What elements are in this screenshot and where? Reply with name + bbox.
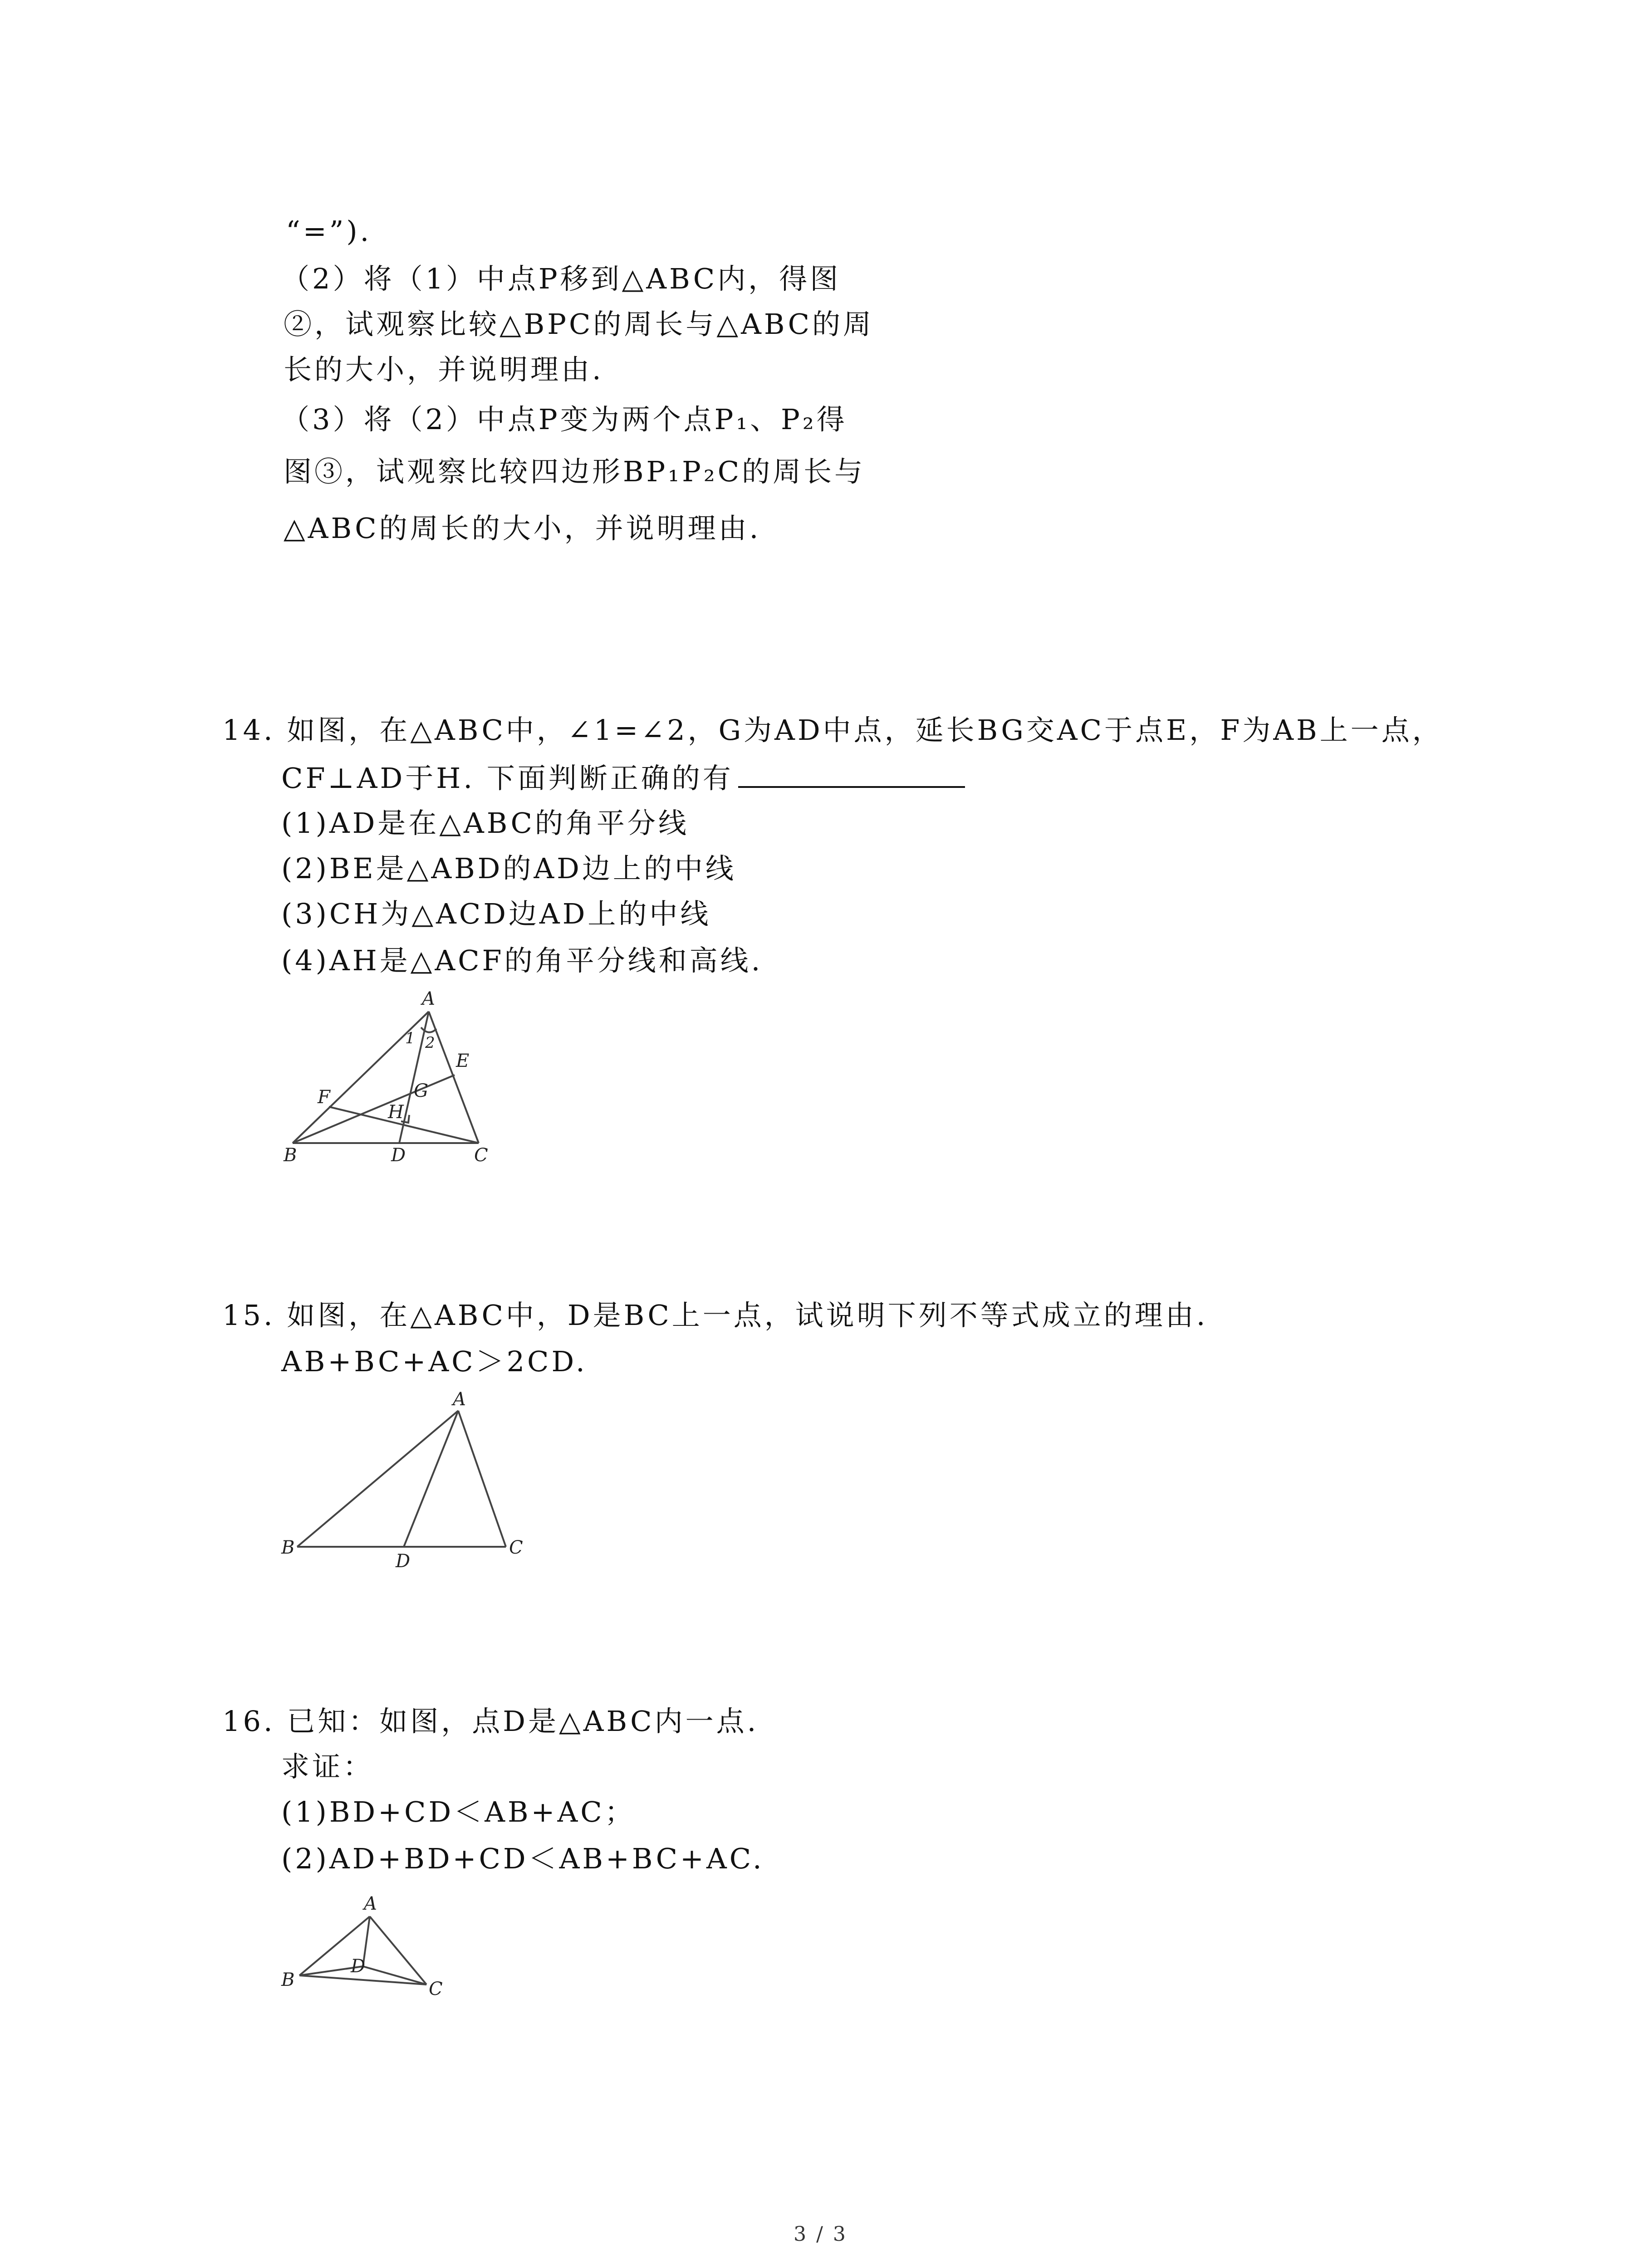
q14-item-2: (2)BE是△ABD的AD边上的中线 [281, 852, 736, 885]
q14-item-1: (1)AD是在△ABC的角平分线 [281, 807, 689, 840]
q16-line-1: 16. 已知：如图，点D是△ABC内一点. [222, 1705, 759, 1738]
page-number: 3 / 3 [794, 2223, 847, 2246]
q16-label-C: C [429, 1979, 443, 1999]
q14-angle-2: 2 [425, 1034, 435, 1052]
q14-label-G: G [414, 1080, 428, 1101]
q13-line-1: “=”). [286, 215, 372, 248]
q16-label-D: D [351, 1956, 366, 1977]
q16-label-B: B [281, 1970, 295, 1990]
q13-line-5: （3）将（2）中点P变为两个点P₁、P₂得 [281, 403, 847, 436]
q16-line-2: 求证： [281, 1750, 374, 1783]
q14-label-A: A [422, 988, 435, 1009]
q13-line-7: △ABC的周长的大小，并说明理由. [284, 512, 761, 545]
q13-line-6: 图③，试观察比较四边形BP₁P₂C的周长与 [284, 455, 866, 488]
q15-label-A: A [453, 1389, 466, 1410]
q15-label-B: B [281, 1537, 295, 1558]
q13-line-4: 长的大小，并说明理由. [284, 353, 604, 386]
q16-line-4: (2)AD+BD+CD＜AB+BC+AC. [281, 1842, 764, 1875]
q14-line-2-text: CF⊥AD于H. 下面判断正确的有 [281, 762, 734, 795]
q14-item-4: (4)AH是△ACF的角平分线和高线. [281, 944, 763, 977]
q13-line-2: （2）将（1）中点P移到△ABC内，得图 [281, 262, 841, 295]
q15-label-C: C [509, 1537, 523, 1558]
q14-label-H: H [388, 1102, 404, 1123]
q14-label-C: C [474, 1145, 488, 1166]
q14-label-F: F [318, 1087, 330, 1108]
q15-label-D: D [396, 1551, 411, 1572]
q14-angle-1: 1 [405, 1029, 415, 1047]
q13-line-3: ②，试观察比较△BPC的周长与△ABC的周 [284, 308, 874, 341]
q15-line-2: AB+BC+AC＞2CD. [281, 1345, 588, 1378]
q16-line-3: (1)BD+CD＜AB+AC； [281, 1795, 636, 1828]
q14-item-3: (3)CH为△ACD边AD上的中线 [281, 897, 711, 930]
q15-line-1: 15. 如图，在△ABC中，D是BC上一点，试说明下列不等式成立的理由. [222, 1299, 1208, 1332]
q14-label-E: E [456, 1051, 470, 1071]
q16-label-A: A [364, 1893, 377, 1914]
q14-label-D: D [391, 1145, 406, 1166]
q14-label-B: B [284, 1145, 297, 1166]
q14-line-1: 14. 如图，在△ABC中，∠1=∠2，G为AD中点，延长BG交AC于点E，F为AB上一点， [222, 714, 1443, 747]
